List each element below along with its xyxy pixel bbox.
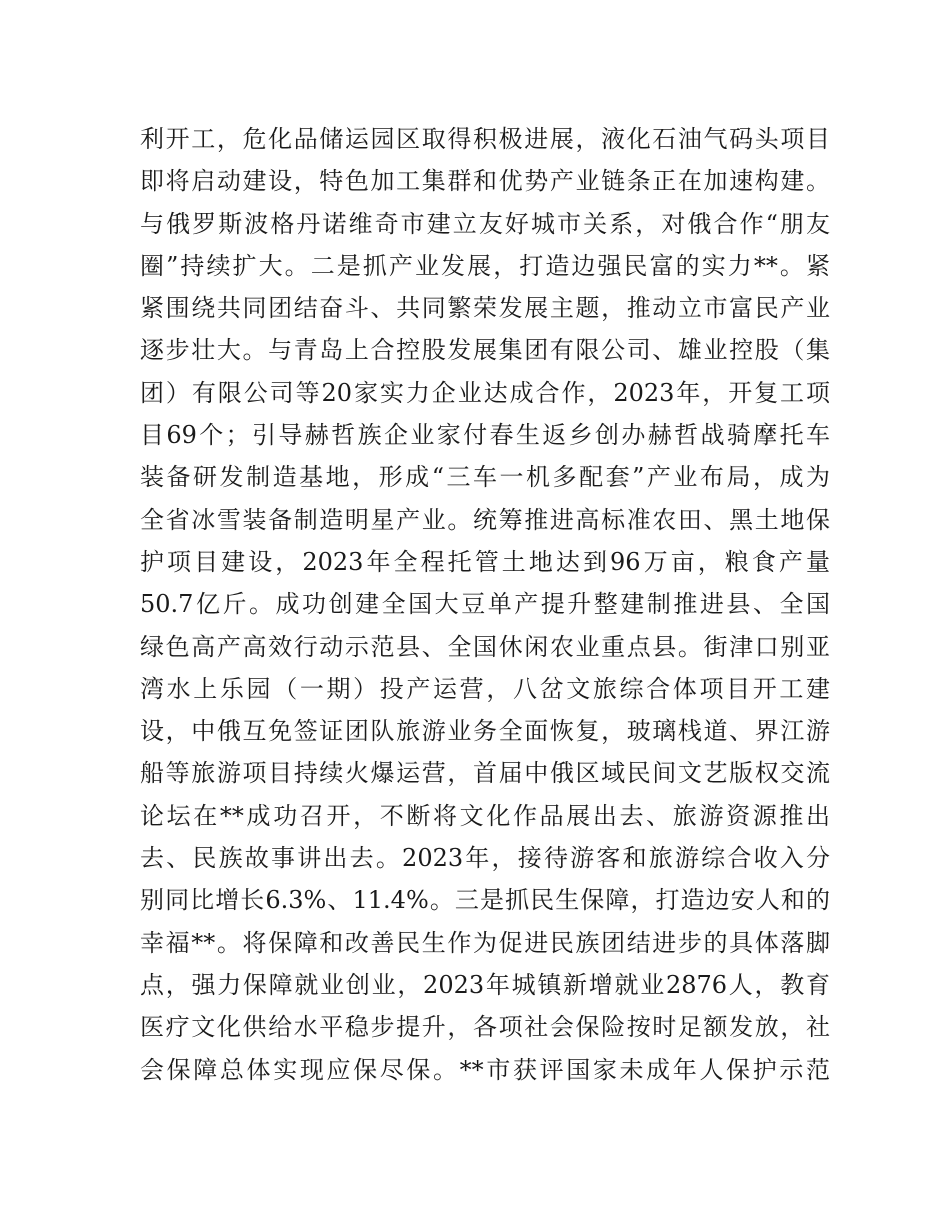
text-line: 点，强力保障就业创业，2023年城镇新增就业2876人，教育 (140, 970, 830, 999)
text-line: 医疗文化供给水平稳步提升，各项社会保险按时足额发放，社 (140, 1013, 830, 1042)
text-line: 逐步壮大。与青岛上合控股发展集团有限公司、雄业控股（集 (140, 336, 830, 365)
text-line: 团）有限公司等20家实力企业达成合作，2023年，开复工项 (140, 378, 830, 407)
text-line: 设，中俄互免签证团队旅游业务全面恢复，玻璃栈道、界江游 (140, 717, 830, 746)
text-line: 论坛在**成功召开，不断将文化作品展出去、旅游资源推出 (140, 801, 830, 830)
body-paragraph (140, 118, 830, 1091)
text-line: 全省冰雪装备制造明星产业。统筹推进高标准农田、黑土地保 (140, 505, 830, 534)
text-line: 利开工，危化品储运园区取得积极进展，液化石油气码头项目 (140, 125, 830, 153)
text-line: 50.7亿斤。成功创建全国大豆单产提升整建制推进县、全国 (140, 590, 830, 619)
text-line: 湾水上乐园（一期）投产运营，八岔文旅综合体项目开工建 (140, 674, 830, 703)
text-line: 装备研发制造基地，形成“三车一机多配套”产业布局，成为 (140, 463, 830, 492)
text-line: 紧围绕共同团结奋斗、共同繁荣发展主题，推动立市富民产业 (140, 294, 830, 323)
text-line: 幸福**。将保障和改善民生作为促进民族团结进步的具体落脚 (140, 928, 830, 957)
text-line: 与俄罗斯波格丹诺维奇市建立友好城市关系，对俄合作“朋友 (140, 209, 830, 238)
text-line: 绿色高产高效行动示范县、全国休闲农业重点县。街津口别亚 (140, 632, 830, 661)
text-line: 圈”持续扩大。二是抓产业发展，打造边强民富的实力**。紧 (140, 251, 830, 280)
text-line: 船等旅游项目持续火爆运营，首届中俄区域民间文艺版权交流 (140, 759, 830, 788)
text-line: 去、民族故事讲出去。2023年，接待游客和旅游综合收入分 (140, 844, 830, 873)
text-line: 别同比增长6.3%、11.4%。三是抓民生保障，打造边安人和的 (140, 886, 830, 915)
text-line: 会保障总体实现应保尽保。**市获评国家未成年人保护示范 (140, 1055, 830, 1084)
text-line: 护项目建设，2023年全程托管土地达到96万亩，粮食产量 (140, 547, 830, 576)
text-line: 目69个；引导赫哲族企业家付春生返乡创办赫哲战骑摩托车 (140, 421, 830, 450)
text-line: 即将启动建设，特色加工集群和优势产业链条正在加速构建。 (140, 167, 830, 196)
